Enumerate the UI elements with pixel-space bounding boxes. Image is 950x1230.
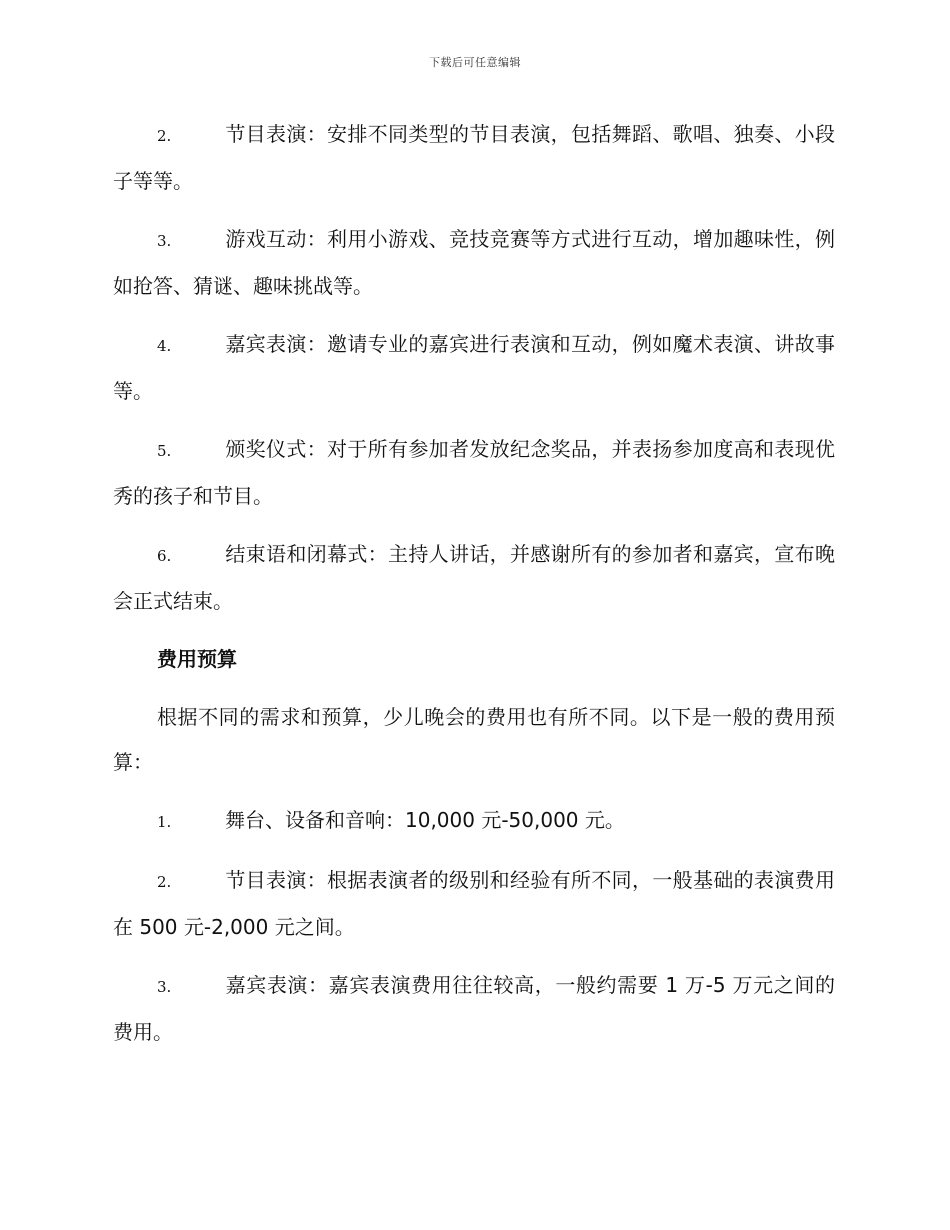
- list-text: 舞台、设备和音响：10,000 元-50,000 元。: [225, 808, 625, 832]
- list-text: 游戏互动：利用小游戏、竞技竞赛等方式进行互动，增加趣味性，例如抢答、猜谜、趣味挑战等。: [113, 227, 835, 298]
- list-item: [113, 858, 835, 950]
- budget-intro: 根据不同的需求和预算，少儿晚会的费用也有所不同。以下是一般的费用预算：: [113, 705, 835, 774]
- list-number: 6.: [157, 547, 172, 565]
- list-number: 2.: [157, 127, 172, 145]
- list-number: 4.: [157, 337, 172, 355]
- list-text: 嘉宾表演：邀请专业的嘉宾进行表演和互动，例如魔术表演、讲故事等。: [113, 332, 835, 403]
- list-text: 节目表演：根据表演者的级别和经验有所不同，一般基础的表演费用在 500 元-2,000 元之间。: [113, 868, 835, 939]
- page-header: 下载后可任意编辑: [429, 56, 521, 69]
- list-text: 结束语和闭幕式：主持人讲话，并感谢所有的参加者和嘉宾，宣布晚会正式结束。: [113, 542, 835, 613]
- list-item: [113, 322, 835, 414]
- list-number: 2.: [157, 873, 172, 891]
- list-item: [113, 217, 835, 309]
- list-text: 节目表演：安排不同类型的节目表演，包括舞蹈、歌唱、独奏、小段子等等。: [113, 122, 835, 193]
- list-number: 3.: [157, 978, 172, 996]
- list-item: [113, 963, 835, 1055]
- list-item: [113, 798, 835, 845]
- list-text: 嘉宾表演：嘉宾表演费用往往较高，一般约需要 1 万-5 万元之间的费用。: [113, 973, 835, 1044]
- list-text: 颁奖仪式：对于所有参加者发放纪念奖品，并表扬参加度高和表现优秀的孩子和节目。: [113, 437, 835, 508]
- list-item: [113, 112, 835, 204]
- list-number: 5.: [157, 442, 172, 460]
- section-heading: 费用预算: [157, 647, 237, 671]
- list-item: [113, 532, 835, 624]
- list-number: 3.: [157, 232, 172, 250]
- list-number: 1.: [157, 813, 172, 831]
- list-item: [113, 427, 835, 519]
- document-body: [113, 112, 835, 1068]
